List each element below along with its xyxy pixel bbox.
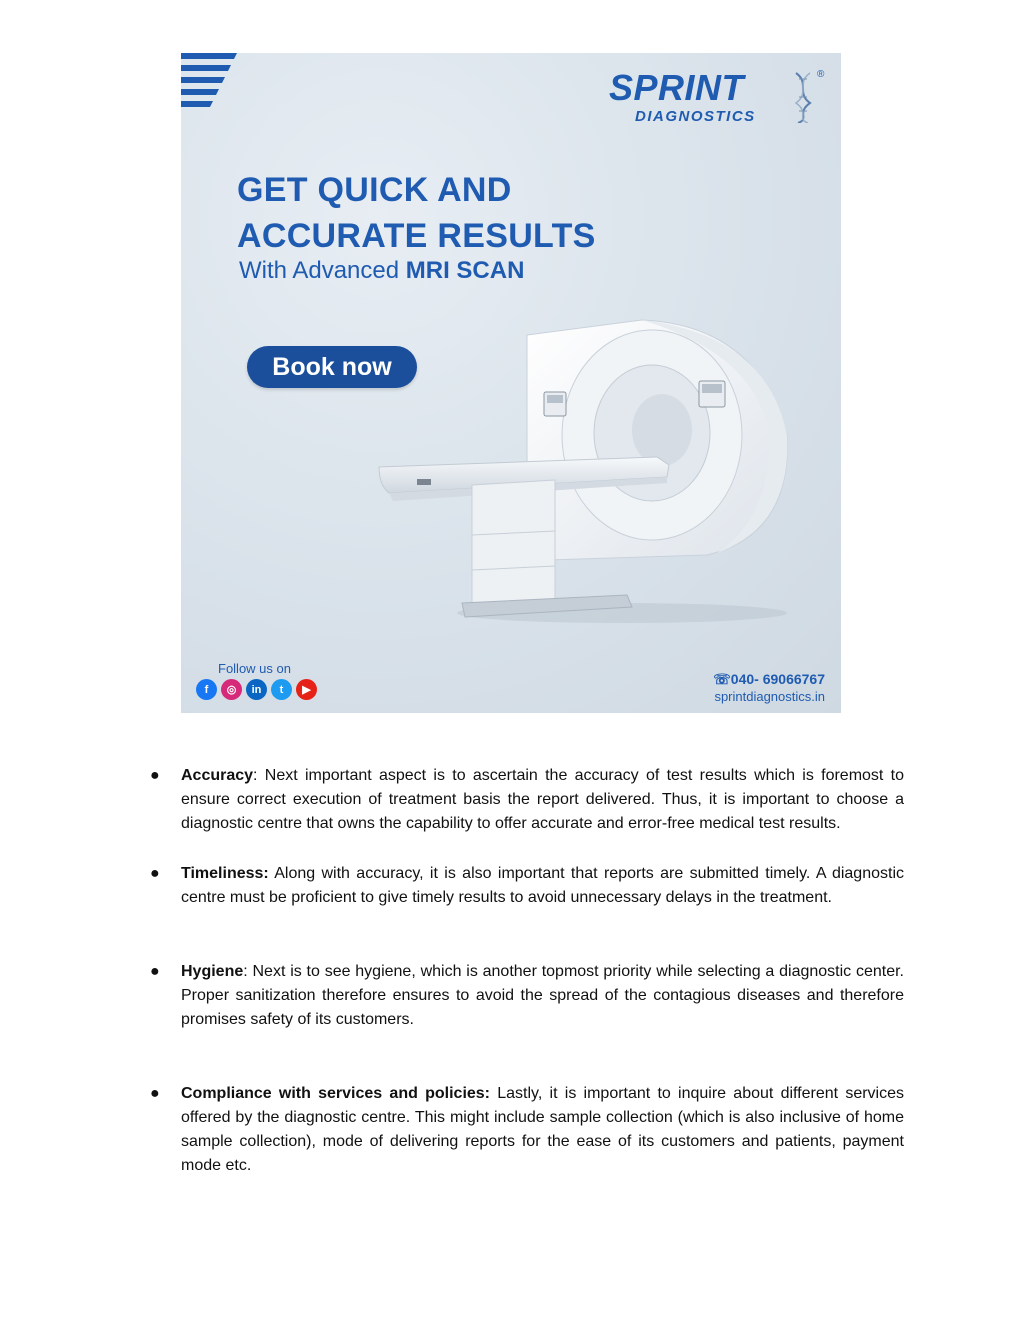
list-item-body: Along with accuracy, it is also important that reports are submitted timely. A diagnostic centre must be proficient to give timely results to avoid unnecessary delays in the treatment. — [181, 865, 905, 906]
stripes-decoration — [181, 53, 241, 115]
mri-advertisement-banner — [181, 53, 841, 713]
dna-icon — [792, 71, 814, 123]
ad-headline — [237, 167, 596, 259]
ad-subline — [239, 257, 524, 285]
logo-subtitle: DIAGNOSTICS — [635, 108, 756, 125]
bullet-dot: ● — [150, 1085, 160, 1102]
youtube-icon[interactable]: ▶ — [296, 679, 317, 700]
list-item-body: Next important aspect is to ascertain the accuracy of test results which is foremost to ensure correct execution of treatment basis the report delivered. Thus, it is important to choose a diagnostic centre that owns the capability to offer accurate and error-free medical test results. — [181, 767, 905, 832]
subline-prefix: With Advanced — [239, 257, 406, 284]
list-item-term: Accuracy — [181, 767, 254, 784]
linkedin-icon[interactable]: in — [246, 679, 267, 700]
logo-wordmark: SPRINT — [609, 67, 745, 108]
contact-info — [713, 671, 825, 704]
list-item-text — [181, 764, 904, 836]
list-item-term: Hygiene — [181, 963, 244, 980]
instagram-icon[interactable]: ◎ — [221, 679, 242, 700]
bullet-dot: ● — [150, 865, 160, 882]
website-link[interactable]: sprintdiagnostics.in — [714, 689, 825, 704]
phone-icon: ☏ — [713, 671, 731, 687]
list-item-hygiene — [150, 960, 904, 1032]
mri-scanner-illustration — [377, 315, 797, 635]
term-separator: : — [253, 767, 265, 784]
term-separator: : — [243, 963, 253, 980]
twitter-icon[interactable]: t — [271, 679, 292, 700]
phone-number[interactable] — [713, 671, 825, 688]
list-item-term: Timeliness: — [181, 865, 269, 882]
list-item-body: Next is to see hygiene, which is another topmost priority while selecting a diagnostic center. Proper sanitization therefore ensures to avoid the spread of the contagious diseases and therefore promises safety of its customers. — [181, 963, 904, 1028]
bullet-dot: ● — [150, 767, 160, 784]
list-item-body: Lastly, it is important to inquire about different services offered by the diagnostic centre. This might include sample collection (which is also inclusive of home sample collection), mode of delivering reports for the ease of its customers and patients, payment mode etc. — [181, 1085, 905, 1174]
list-item-timeliness — [150, 862, 904, 910]
list-item-accuracy — [150, 764, 904, 836]
list-item-text — [181, 862, 904, 910]
follow-us-label: Follow us on — [218, 661, 291, 676]
list-item-term: Compliance with services and policies: — [181, 1085, 491, 1102]
phone-text: 040- 69066767 — [730, 671, 825, 687]
list-item-text — [181, 1082, 904, 1178]
headline-line-2: ACCURATE RESULTS — [237, 217, 596, 255]
registered-mark: ® — [817, 69, 825, 80]
list-item-text — [181, 960, 904, 1032]
social-icons — [196, 679, 317, 700]
bullet-dot: ● — [150, 963, 160, 980]
headline-line-1: GET QUICK AND — [237, 171, 512, 209]
sprint-diagnostics-logo — [609, 67, 831, 131]
subline-bold: MRI SCAN — [405, 257, 525, 284]
list-item-compliance — [150, 1082, 904, 1178]
book-now-button[interactable]: Book now — [247, 346, 417, 388]
facebook-icon[interactable]: f — [196, 679, 217, 700]
